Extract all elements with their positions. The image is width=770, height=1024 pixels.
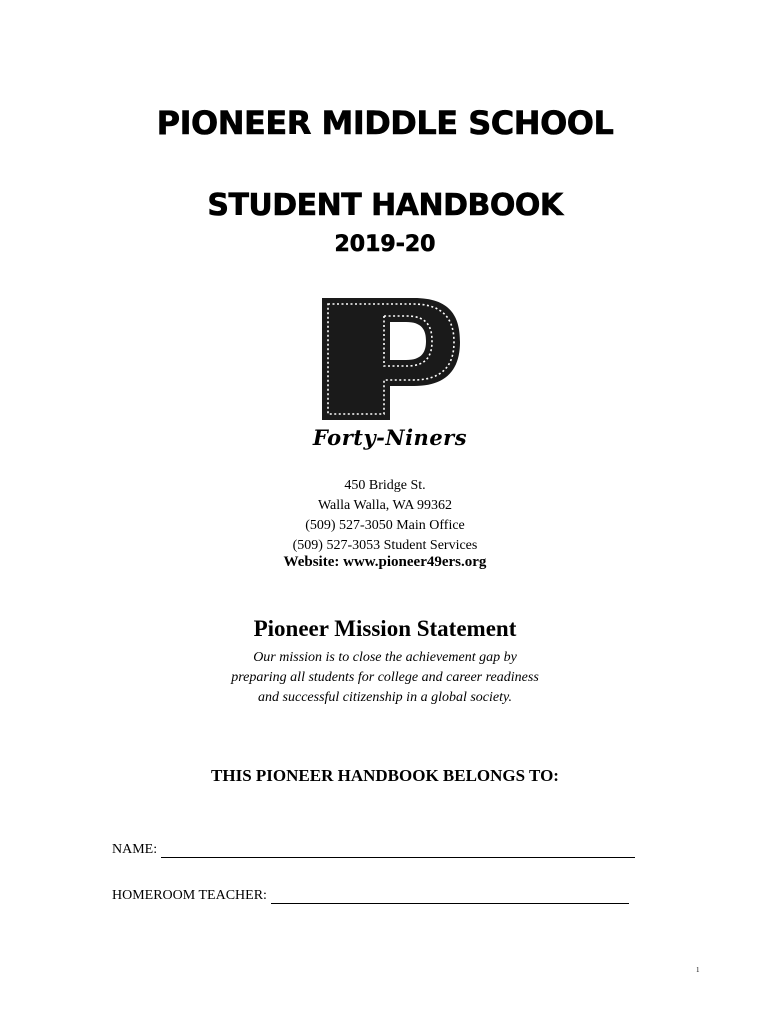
page-number: 1: [696, 966, 700, 974]
phone-student-services: (509) 527-3053 Student Services: [292, 538, 478, 553]
name-blank-line[interactable]: [161, 843, 635, 858]
phone-main-office: (509) 527-3050 Main Office: [305, 518, 465, 533]
mission-text-line: and successful citizenship in a global society.: [258, 690, 512, 705]
mission-text-line: Our mission is to close the achievement gap by: [253, 650, 517, 665]
school-name-title: PIONEER MIDDLE SCHOOL: [156, 104, 614, 142]
ownership-heading: THIS PIONEER HANDBOOK BELONGS TO:: [211, 766, 559, 785]
address-city: Walla Walla, WA 99362: [317, 498, 453, 513]
school-logo-p: [318, 294, 464, 424]
homeroom-teacher-label: HOMEROOM TEACHER:: [112, 888, 267, 903]
mascot-wordmark: Forty-Niners: [312, 425, 468, 450]
name-label: NAME:: [112, 842, 158, 857]
homeroom-teacher-field[interactable]: [112, 888, 629, 904]
mission-heading: Pioneer Mission Statement: [253, 616, 517, 641]
website-link: Website: www.pioneer49ers.org: [283, 554, 487, 570]
handbook-title: STUDENT HANDBOOK: [207, 188, 563, 223]
school-year: 2019-20: [334, 232, 436, 257]
homeroom-teacher-blank-line[interactable]: [271, 889, 629, 904]
address-street: 450 Bridge St.: [344, 478, 426, 493]
name-field[interactable]: [112, 842, 635, 858]
mission-text-line: preparing all students for college and career readiness: [231, 670, 539, 685]
